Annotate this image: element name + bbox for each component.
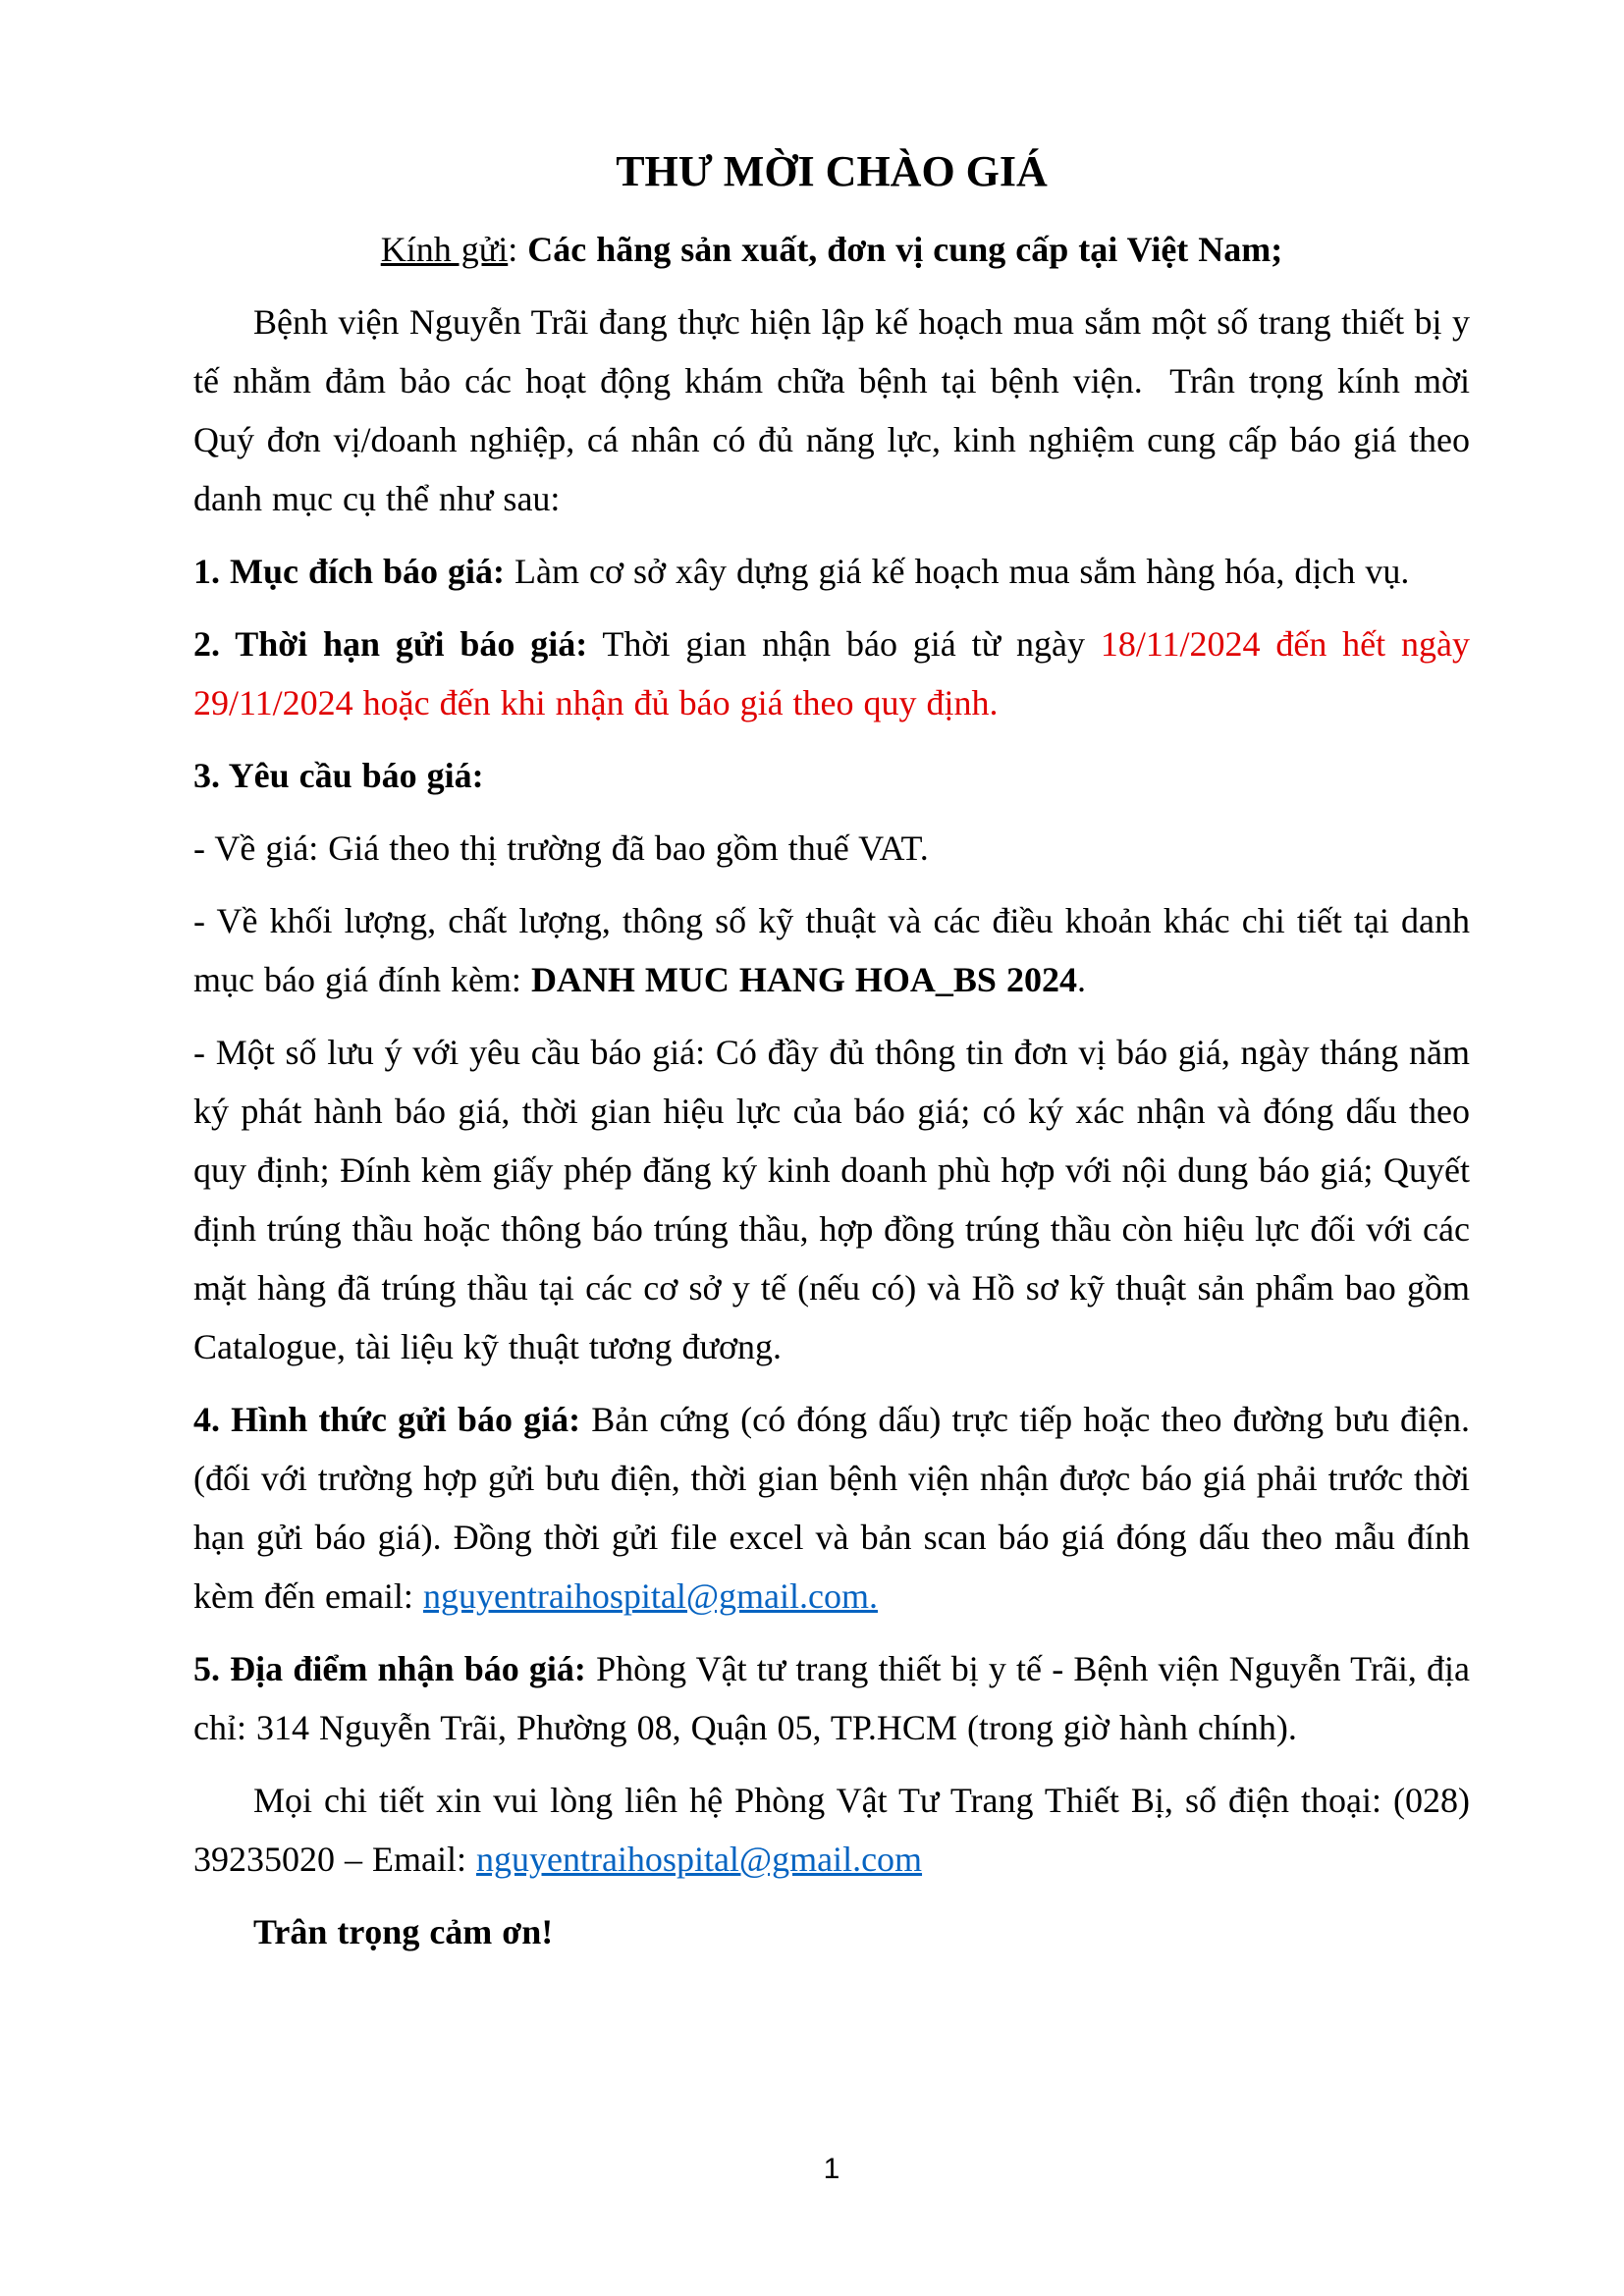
item-2-deadline-dates: 18/11/2024 đến hết ngày 29/11/2024 hoặc đến khi nhận đủ báo giá theo quy định. <box>193 624 1470 722</box>
document-content <box>193 0 1470 1975</box>
contact-email-link[interactable]: nguyentraihospital@gmail.com <box>475 1840 923 1879</box>
salutation <box>193 220 1470 279</box>
item-5-heading: 5. Địa điểm nhận báo giá: <box>193 1649 586 1688</box>
item-3-heading: 3. Yêu cầu báo giá: <box>193 756 484 795</box>
item-1-heading: 1. Mục đích báo giá: <box>193 552 506 591</box>
document-paragraphs <box>193 220 1470 1961</box>
requirement-specs-text: - Về khối lượng, chất lượng, thông số kỹ thuật và các điều khoản khác chi tiết tại danh mục báo giá đính kèm: <box>193 901 1470 999</box>
attachment-name: DANH MUC HANG HOA_BS 2024 <box>530 960 1077 999</box>
requirement-specs-period: . <box>1076 960 1086 999</box>
page-number: 1 <box>823 2153 840 2185</box>
page-title: THƯ MỜI CHÀO GIÁ <box>616 147 1048 195</box>
item-2-heading: 2. Thời hạn gửi báo giá: <box>193 624 588 664</box>
salutation-colon: : <box>508 230 528 269</box>
contact-paragraph <box>193 1771 1470 1889</box>
item-4-delivery-method <box>193 1390 1470 1626</box>
closing-text: Trân trọng cảm ơn! <box>253 1912 554 1951</box>
email-link[interactable]: nguyentraihospital@gmail.com. <box>422 1576 878 1616</box>
closing <box>193 1902 1470 1961</box>
item-2-text: Thời gian nhận báo giá từ ngày <box>587 624 1101 664</box>
opening-text: Bệnh viện Nguyễn Trãi đang thực hiện lập kế hoạch mua sắm một số trang thiết bị y tế nhằm đảm bảo các hoạt động khám chữa bệnh tại bệnh viện. Trân trọng kính mời Quý đơn vị/doanh nghiệp, cá nhân có đủ năng lực, kinh nghiệm cung cấp báo giá theo danh mục cụ thể như sau: <box>193 302 1470 518</box>
salutation-label: Kính gửi <box>380 230 509 269</box>
requirement-notes <box>193 1023 1470 1376</box>
requirement-price-text: - Về giá: Giá theo thị trường đã bao gồm thuế VAT. <box>193 828 929 868</box>
requirement-price <box>193 819 1470 878</box>
item-1-text: Làm cơ sở xây dựng giá kế hoạch mua sắm hàng hóa, dịch vụ. <box>505 552 1410 591</box>
item-5-address <box>193 1639 1470 1757</box>
salutation-recipient: Các hãng sản xuất, đơn vị cung cấp tại Việt Nam; <box>527 230 1283 269</box>
item-4-text: Bản cứng (có đóng dấu) trực tiếp hoặc theo đường bưu điện. (đối với trường hợp gửi bưu điện, thời gian bệnh viện nhận được báo giá phải trước thời hạn gửi báo giá). Đồng thời gửi file excel và bản scan báo giá đóng dấu theo mẫu đính kèm đến email: <box>193 1400 1470 1616</box>
item-2-deadline <box>193 614 1470 732</box>
opening-paragraph <box>193 293 1470 528</box>
contact-text: Mọi chi tiết xin vui lòng liên hệ Phòng Vật Tư Trang Thiết Bị, số điện thoại: (028) 39235020 – Email: <box>193 1781 1470 1879</box>
item-4-heading: 4. Hình thức gửi báo giá: <box>193 1400 581 1439</box>
item-1-purpose <box>193 542 1470 601</box>
requirement-specs <box>193 891 1470 1009</box>
item-5-text: Phòng Vật tư trang thiết bị y tế - Bệnh viện Nguyễn Trãi, địa chỉ: 314 Nguyễn Trãi, Phường 08, Quận 05, TP.HCM (trong giờ hành chính). <box>193 1649 1470 1747</box>
requirement-notes-text: - Một số lưu ý với yêu cầu báo giá: Có đầy đủ thông tin đơn vị báo giá, ngày tháng năm ký phát hành báo giá, thời gian hiệu lực của báo giá; có ký xác nhận và đóng dấu theo quy định; Đính kèm giấy phép đăng ký kinh doanh phù hợp với nội dung báo giá; Quyết định trúng thầu hoặc thông báo trúng thầu, hợp đồng trúng thầu còn hiệu lực đối với các mặt hàng đã trúng thầu tại các cơ sở y tế (nếu có) và Hồ sơ kỹ thuật sản phẩm bao gồm Catalogue, tài liệu kỹ thuật tương đương. <box>193 1033 1470 1366</box>
item-3-requirements <box>193 746 1470 805</box>
